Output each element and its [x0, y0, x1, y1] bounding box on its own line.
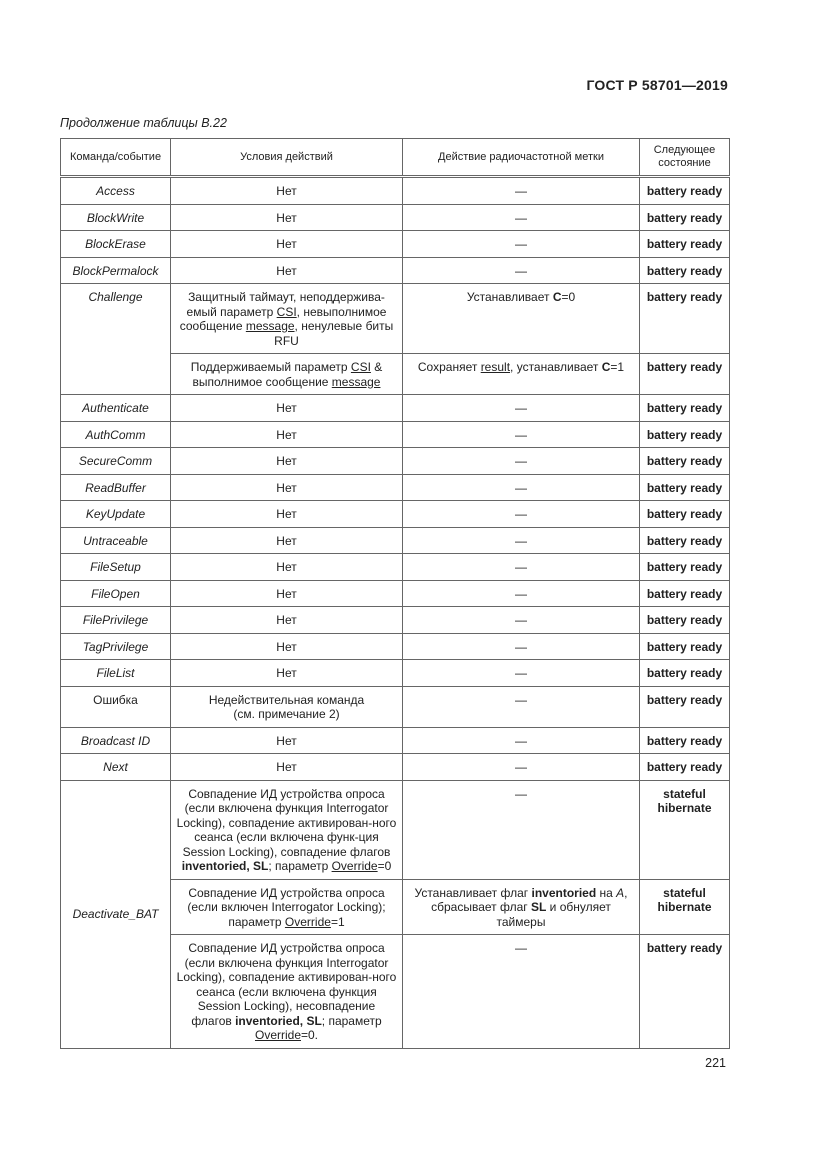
action-cell: Устанавливает C=0	[403, 284, 640, 354]
table-row	[61, 231, 730, 258]
condition-cell: Нет	[171, 727, 403, 754]
state-cell: battery ready	[640, 204, 730, 231]
action-cell: —	[403, 754, 640, 781]
action-cell: —	[403, 448, 640, 475]
page-number: 221	[705, 1056, 726, 1070]
action-cell: —	[403, 204, 640, 231]
command-cell: BlockErase	[61, 231, 171, 258]
condition-cell: Нет	[171, 257, 403, 284]
condition-cell: Совпадение ИД устройства опроса (если включен Interrogator Locking); параметр Override=1	[171, 879, 403, 935]
action-cell: —	[403, 780, 640, 879]
state-cell: battery ready	[640, 448, 730, 475]
condition-cell: Нет	[171, 204, 403, 231]
command-cell-error: Ошибка	[61, 686, 171, 727]
condition-cell: Нет	[171, 448, 403, 475]
state-cell: battery ready	[640, 395, 730, 422]
command-cell: TagPrivilege	[61, 633, 171, 660]
command-cell: FileSetup	[61, 554, 171, 581]
condition-cell: Нет	[171, 554, 403, 581]
state-cell: stateful hibernate	[640, 780, 730, 879]
action-cell: —	[403, 421, 640, 448]
command-cell: ReadBuffer	[61, 474, 171, 501]
table-row	[61, 660, 730, 687]
action-cell: —	[403, 686, 640, 727]
table-row	[61, 580, 730, 607]
command-cell: Authenticate	[61, 395, 171, 422]
action-cell: —	[403, 474, 640, 501]
command-cell: Access	[61, 177, 171, 205]
table-row	[61, 607, 730, 634]
table-row	[61, 554, 730, 581]
action-cell: —	[403, 395, 640, 422]
state-cell: stateful hibernate	[640, 879, 730, 935]
state-cell: battery ready	[640, 501, 730, 528]
table-header-row	[61, 139, 730, 177]
command-cell: SecureComm	[61, 448, 171, 475]
action-cell: —	[403, 231, 640, 258]
table-row	[61, 421, 730, 448]
table-row-error	[61, 686, 730, 727]
condition-cell: Нет	[171, 231, 403, 258]
action-cell: Сохраняет result, устанавливает C=1	[403, 354, 640, 395]
condition-cell: Нет	[171, 177, 403, 205]
state-cell: battery ready	[640, 935, 730, 1049]
state-cell: battery ready	[640, 727, 730, 754]
condition-cell: Поддерживаемый параметр CSI & выполнимое сообщение message	[171, 354, 403, 395]
table-row	[61, 727, 730, 754]
condition-cell: Нет	[171, 501, 403, 528]
table-row-challenge-1	[61, 284, 730, 354]
state-cell: battery ready	[640, 284, 730, 354]
table-row	[61, 527, 730, 554]
col-header-next-state: Следующее состояние	[640, 139, 730, 177]
condition-cell: Нет	[171, 527, 403, 554]
table-row	[61, 633, 730, 660]
action-cell: —	[403, 727, 640, 754]
table-caption: Продолжение таблицы В.22	[60, 116, 227, 130]
table-row	[61, 474, 730, 501]
table-row	[61, 501, 730, 528]
condition-cell: Нет	[171, 660, 403, 687]
state-cell: battery ready	[640, 257, 730, 284]
command-cell: FileList	[61, 660, 171, 687]
condition-cell: Защитный таймаут, неподдержива-емый параметр CSI, невыполнимое сообщение message, ненулевые биты RFU	[171, 284, 403, 354]
table-row	[61, 448, 730, 475]
table-row	[61, 204, 730, 231]
command-cell: BlockPermalock	[61, 257, 171, 284]
state-cell: battery ready	[640, 660, 730, 687]
action-cell: —	[403, 257, 640, 284]
action-cell: —	[403, 580, 640, 607]
col-header-conditions: Условия действий	[171, 139, 403, 177]
action-cell: —	[403, 527, 640, 554]
action-cell: Устанавливает флаг inventoried на A, сбрасывает флаг SL и обнуляет таймеры	[403, 879, 640, 935]
command-cell: Next	[61, 754, 171, 781]
table-row	[61, 257, 730, 284]
condition-cell: Недействительная команда (см. примечание 2)	[171, 686, 403, 727]
condition-cell: Совпадение ИД устройства опроса (если включена функция Interrogator Locking), совпадение активирован-ного сеанса (если включена функ-ция Session Locking), совпадение флагов inventoried, SL; параметр Override=0	[171, 780, 403, 879]
command-cell: KeyUpdate	[61, 501, 171, 528]
condition-cell: Нет	[171, 633, 403, 660]
table-row-deactivate-1	[61, 780, 730, 879]
action-cell: —	[403, 501, 640, 528]
state-cell: battery ready	[640, 554, 730, 581]
col-header-command: Команда/событие	[61, 139, 171, 177]
action-cell: —	[403, 554, 640, 581]
standard-designation: ГОСТ Р 58701—2019	[586, 77, 728, 93]
condition-cell: Нет	[171, 421, 403, 448]
state-transition-table	[60, 138, 730, 1049]
action-cell: —	[403, 935, 640, 1049]
command-cell: FileOpen	[61, 580, 171, 607]
command-cell: AuthComm	[61, 421, 171, 448]
state-cell: battery ready	[640, 527, 730, 554]
state-cell: battery ready	[640, 177, 730, 205]
condition-cell: Нет	[171, 754, 403, 781]
state-cell: battery ready	[640, 754, 730, 781]
table-row	[61, 754, 730, 781]
table-row	[61, 395, 730, 422]
condition-cell: Нет	[171, 395, 403, 422]
state-cell: battery ready	[640, 686, 730, 727]
state-cell: battery ready	[640, 474, 730, 501]
command-cell: BlockWrite	[61, 204, 171, 231]
action-cell: —	[403, 633, 640, 660]
command-cell: Broadcast ID	[61, 727, 171, 754]
col-header-action: Действие радиочастотной метки	[403, 139, 640, 177]
condition-cell: Совпадение ИД устройства опроса (если включена функция Interrogator Locking), совпадение активирован-ного сеанса (если включена функция Session Locking), несовпадение флагов inventoried, SL; параметр Override=0.	[171, 935, 403, 1049]
state-cell: battery ready	[640, 231, 730, 258]
action-cell: —	[403, 660, 640, 687]
command-cell-deactivate: Deactivate_BAT	[61, 780, 171, 1048]
condition-cell: Нет	[171, 474, 403, 501]
table-row	[61, 177, 730, 205]
state-cell: battery ready	[640, 633, 730, 660]
condition-cell: Нет	[171, 607, 403, 634]
state-cell: battery ready	[640, 580, 730, 607]
action-cell: —	[403, 177, 640, 205]
state-cell: battery ready	[640, 421, 730, 448]
condition-cell: Нет	[171, 580, 403, 607]
state-cell: battery ready	[640, 607, 730, 634]
state-cell: battery ready	[640, 354, 730, 395]
command-cell: FilePrivilege	[61, 607, 171, 634]
action-cell: —	[403, 607, 640, 634]
command-cell: Untraceable	[61, 527, 171, 554]
command-cell-challenge: Challenge	[61, 284, 171, 395]
